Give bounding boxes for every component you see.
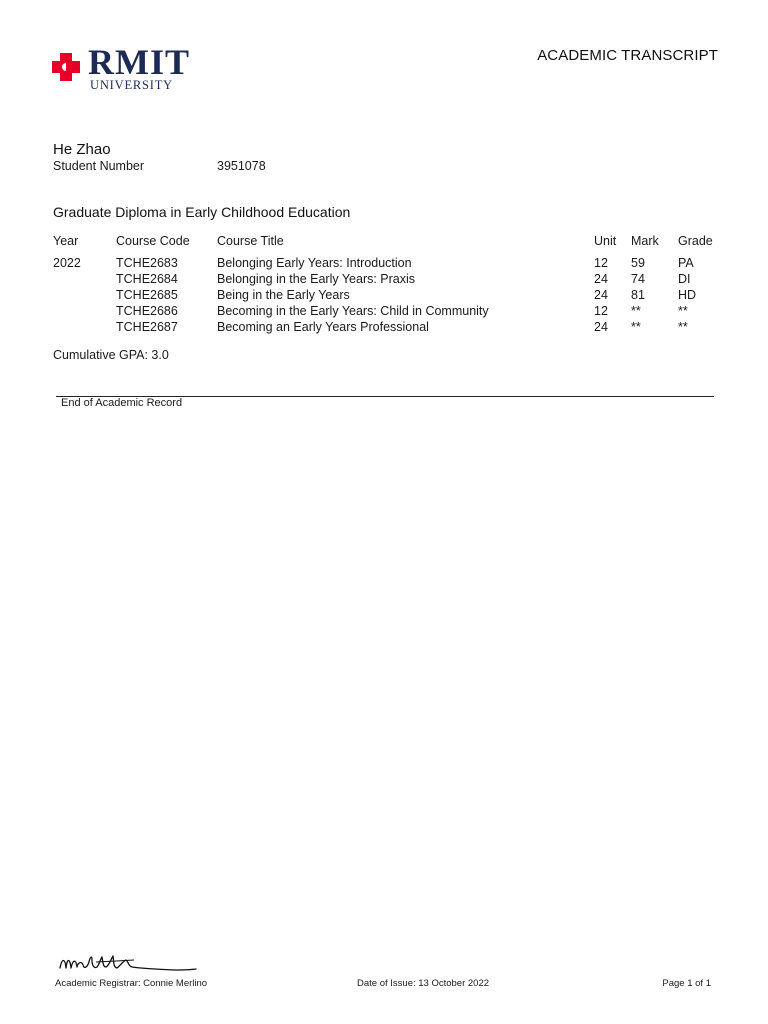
cell-course-code: TCHE2684 [116,272,178,286]
cumulative-gpa: Cumulative GPA: 3.0 [53,348,169,362]
table-row [53,255,718,271]
cell-course-code: TCHE2687 [116,320,178,334]
cell-unit: 24 [594,272,608,286]
cell-course-code: TCHE2685 [116,288,178,302]
student-number: 3951078 [217,159,266,173]
footer-page-number: Page 1 of 1 [662,978,711,989]
cell-grade: DI [678,272,691,286]
table-row [53,319,718,335]
cell-mark: ** [631,304,641,318]
cell-unit: 24 [594,320,608,334]
cell-year: 2022 [53,256,81,270]
cell-unit: 12 [594,304,608,318]
cell-mark: ** [631,320,641,334]
end-of-record-label: End of Academic Record [61,397,183,409]
student-name: He Zhao [53,141,111,158]
header-course-code: Course Code [116,234,190,248]
header-grade: Grade [678,234,713,248]
cell-grade: PA [678,256,694,270]
cell-course-title: Becoming in the Early Years: Child in Community [217,304,489,318]
header-mark: Mark [631,234,659,248]
cell-course-title: Being in the Early Years [217,288,350,302]
table-row [53,303,718,319]
footer-registrar: Academic Registrar: Connie Merlino [55,978,208,989]
logo-subtitle: UNIVERSITY [90,78,173,92]
cell-course-title: Belonging Early Years: Introduction [217,256,412,270]
cell-year [53,287,116,303]
table-row [53,287,718,303]
logo-mark-icon [52,53,80,81]
cell-course-title: Belonging in the Early Years: Praxis [217,272,416,286]
table-row [53,271,718,287]
program-title: Graduate Diploma in Early Childhood Education [53,204,351,220]
cell-unit: 24 [594,288,608,302]
registrar-signature [56,948,206,978]
cell-course-code: TCHE2686 [116,304,178,318]
cell-mark: 59 [631,256,645,270]
logo-wordmark: RMIT [88,42,190,82]
cell-grade: HD [678,288,697,302]
document-title: ACADEMIC TRANSCRIPT [537,47,718,64]
student-number-label: Student Number [53,159,145,173]
header-course-title: Course Title [217,234,284,248]
cell-year [53,271,116,287]
cell-year [53,319,116,335]
cell-grade: ** [678,320,688,334]
cell-mark: 81 [631,288,645,302]
cell-year [53,303,116,319]
table-header-row [53,233,718,255]
cell-grade: ** [678,304,688,318]
header-unit: Unit [594,234,617,248]
footer-date-of-issue: Date of Issue: 13 October 2022 [357,978,490,989]
cell-course-code: TCHE2683 [116,256,178,270]
header-year: Year [53,234,79,248]
cell-unit: 12 [594,256,608,270]
cell-mark: 74 [631,272,645,286]
course-table [53,233,718,335]
cell-course-title: Becoming an Early Years Professional [217,320,429,334]
